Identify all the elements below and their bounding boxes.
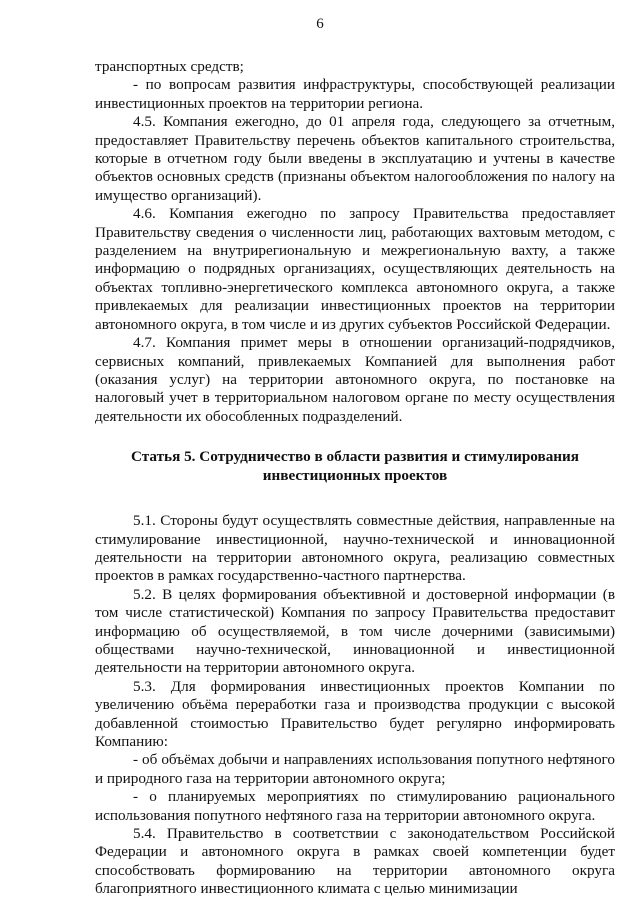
paragraph-4-5: 4.5. Компания ежегодно, до 01 апреля года, следующего за отчетным, предоставляет Правительству перечень объектов капитального строительства, которые в отчетном году были введены в эксплуатацию и учтены в качестве объектов основных средств (признаны объектом налогообложения по налогу на имущество организаций).	[95, 113, 615, 204]
article-heading-line2: инвестиционных проектов	[262, 467, 448, 485]
paragraph-4-6: 4.6. Компания ежегодно по запросу Правительства предоставляет Правительству сведения о численности лиц, работающих вахтовым методом, с разделением на внутрирегиональную и межрегиональную вахту, а также информацию о подрядных организациях, осуществляющих деятельность на объектах топливно-энергетического комплекса автономного округа, а также привлекаемых для реализации инвестиционных проектов на территории автономного округа, в том числе и из других субъектов Российской Федерации.	[95, 205, 615, 333]
page-number: 6	[316, 16, 324, 32]
paragraph: - по вопросам развития инфраструктуры, способствующей реализации инвестиционных проектов на территории региона.	[95, 76, 615, 112]
article-heading	[95, 447, 615, 485]
paragraph-5-1: 5.1. Стороны будут осуществлять совместные действия, направленные на стимулирование инвестиционной, научно-технической и инновационной деятельности на территории автономного округа, реализацию совместных проектов в рамках государственно-частного партнерства.	[95, 512, 615, 585]
paragraph-4-7: 4.7. Компания примет меры в отношении организаций-подрядчиков, сервисных компаний, привлекаемых Компанией для выполнения работ (оказания услуг) на территории автономного округа, по постановке на налоговый учет в территориальном налоговом органе по месту осуществления деятельности их обособленных подразделений.	[95, 334, 615, 425]
bullet-item: - о планируемых мероприятиях по стимулированию рационального использования попутного нефтяного газа на территории автономного округа.	[95, 788, 615, 824]
article-heading-line1: Статья 5. Сотрудничество в области развития и стимулирования	[130, 448, 580, 466]
paragraph: транспортных средств;	[95, 58, 244, 75]
paragraph-5-4: 5.4. Правительство в соответствии с законодательством Российской Федерации и автономного округа в рамках своей компетенции будет способствовать формированию на территории автономного округа благоприятного инвестиционного климата с целью минимизации	[95, 825, 615, 898]
paragraph-5-3: 5.3. Для формирования инвестиционных проектов Компании по увеличению объёма переработки газа и производства продукции с высокой добавленной стоимостью Правительство будет регулярно информировать Компанию:	[95, 677, 615, 750]
bullet-item: - об объёмах добычи и направлениях использования попутного нефтяного и природного газа на территории автономного округа;	[95, 751, 615, 787]
paragraph-5-2: 5.2. В целях формирования объективной и достоверной информации (в том числе статистической) Компания по запросу Правительства предоставит информацию об осуществляемой, в том числе дочерними (зависимыми) обществами научно-технической, инновационной и инвестиционной деятельности на территории автономного округа.	[95, 585, 615, 677]
document-body	[95, 58, 615, 899]
